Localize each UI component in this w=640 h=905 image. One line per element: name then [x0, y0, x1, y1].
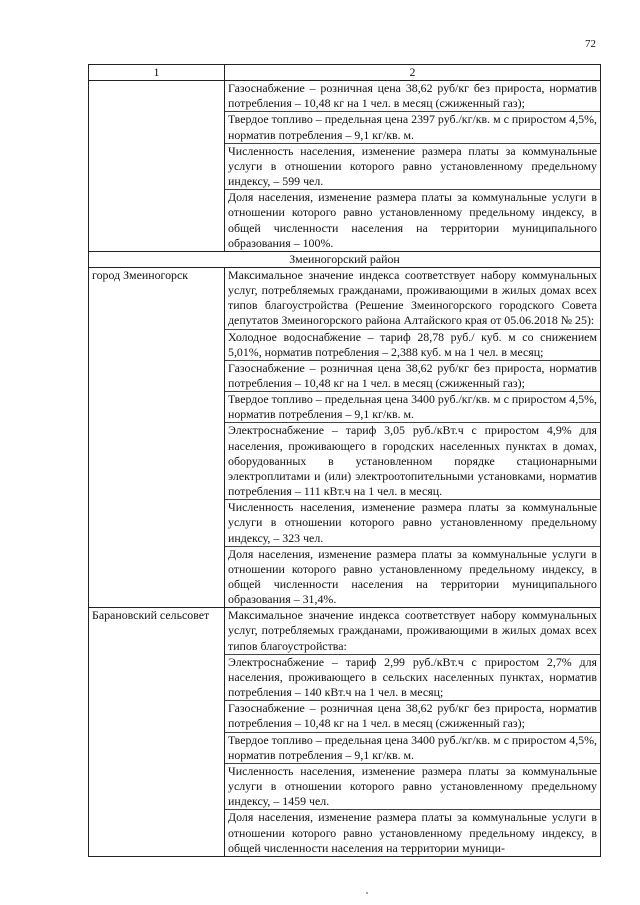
- description-paragraph: Численность населения, изменение размера платы за коммунальные услуги в отношении которого равно установленному предельному индексу, – 323 чел.: [225, 499, 600, 545]
- description-paragraph: Твердое топливо – предельная цена 3400 руб./кг/кв. м с приростом 4,5%, норматив потребления – 9,1 кг/кв. м.: [225, 391, 600, 422]
- description-paragraph: Холодное водоснабжение – тариф 28,78 руб./ куб. м со снижением 5,01%, норматив потребления – 2,388 куб. м на 1 чел. в месяц;: [225, 329, 600, 360]
- page-number: 72: [585, 38, 596, 50]
- municipality-cell: [89, 81, 225, 252]
- section-title: Змеиногорский район: [89, 251, 601, 267]
- municipality-cell: Барановский сельсовет: [89, 608, 225, 857]
- description-cell: [225, 81, 601, 252]
- description-paragraph: Максимальное значение индекса соответствует набору коммунальных услуг, потребляемых гражданами, проживающими в жилых домах всех типов благоустройства:: [228, 608, 597, 653]
- description-paragraph: Доля населения, изменение размера платы за коммунальные услуги в отношении которого равно установленному предельному индексу, в общей численности населения на территории муниципального образования – 100%.: [225, 189, 600, 251]
- description-cell: [225, 608, 601, 857]
- description-paragraph: Доля населения, изменение размера платы за коммунальные услуги в отношении которого равно установленному предельному индексу, в общей численности населения на территории муници-: [225, 809, 600, 855]
- description-paragraph: Численность населения, изменение размера платы за коммунальные услуги в отношении которого равно установленному предельному индексу, – 599 чел.: [225, 143, 600, 189]
- table-row: [89, 267, 601, 607]
- page-bottom-margin: [0, 870, 640, 905]
- table-header: [89, 65, 601, 81]
- table-row: [89, 81, 601, 252]
- description-paragraph: Газоснабжение – розничная цена 38,62 руб/кг без прироста, норматив потребления – 10,48 кг на 1 чел. в месяц (сжиженный газ);: [225, 360, 600, 391]
- description-paragraph: Численность населения, изменение размера платы за коммунальные услуги в отношении которого равно установленному предельному индексу, – 1459 чел.: [225, 763, 600, 809]
- municipality-cell: город Змеиногорск: [89, 267, 225, 607]
- document-table: [88, 64, 601, 857]
- section-row: [89, 251, 601, 267]
- scan-speck: [366, 892, 368, 894]
- column-header-2: 2: [225, 65, 601, 81]
- table-row: [89, 608, 601, 857]
- description-paragraph: Электроснабжение – тариф 3,05 руб./кВт.ч с приростом 4,9% для населения, проживающего в городских населенных пунктах в домах, оборудованных в установленном порядке стационарными электроплитами и (или) электроотопительными установками, норматив потребления – 111 кВт.ч на 1 чел. в месяц.: [225, 422, 600, 499]
- description-paragraph: Доля населения, изменение размера платы за коммунальные услуги в отношении которого равно установленному предельному индексу, в общей численности населения на территории муниципального образования – 31,4%.: [225, 546, 600, 608]
- description-paragraph: Газоснабжение – розничная цена 38,62 руб/кг без прироста, норматив потребления – 10,48 кг на 1 чел. в месяц (сжиженный газ);: [228, 81, 597, 111]
- description-cell: [225, 267, 601, 607]
- description-paragraph: Твердое топливо – предельная цена 2397 руб./кг/кв. м с приростом 4,5%, норматив потребления – 9,1 кг/кв. м.: [225, 111, 600, 142]
- table-body: [89, 81, 601, 857]
- description-paragraph: Твердое топливо – предельная цена 3400 руб./кг/кв. м с приростом 4,5%, норматив потребления – 9,1 кг/кв. м.: [225, 732, 600, 763]
- column-header-1: 1: [89, 65, 225, 81]
- description-paragraph: Максимальное значение индекса соответствует набору коммунальных услуг, потребляемых гражданами, проживающими в жилых домах всех типов благоустройства (Решение Змеиногорского городского Совета депутатов Змеиногорского района Алтайского края от 05.06.2018 № 25):: [228, 267, 597, 328]
- description-paragraph: Электроснабжение – тариф 2,99 руб./кВт.ч с приростом 2,7% для населения, проживающего в сельских населенных пунктах, норматив потребления – 140 кВт.ч на 1 чел. в месяц;: [225, 654, 600, 700]
- description-paragraph: Газоснабжение – розничная цена 38,62 руб/кг без прироста, норматив потребления – 10,48 кг на 1 чел. в месяц (сжиженный газ);: [225, 700, 600, 731]
